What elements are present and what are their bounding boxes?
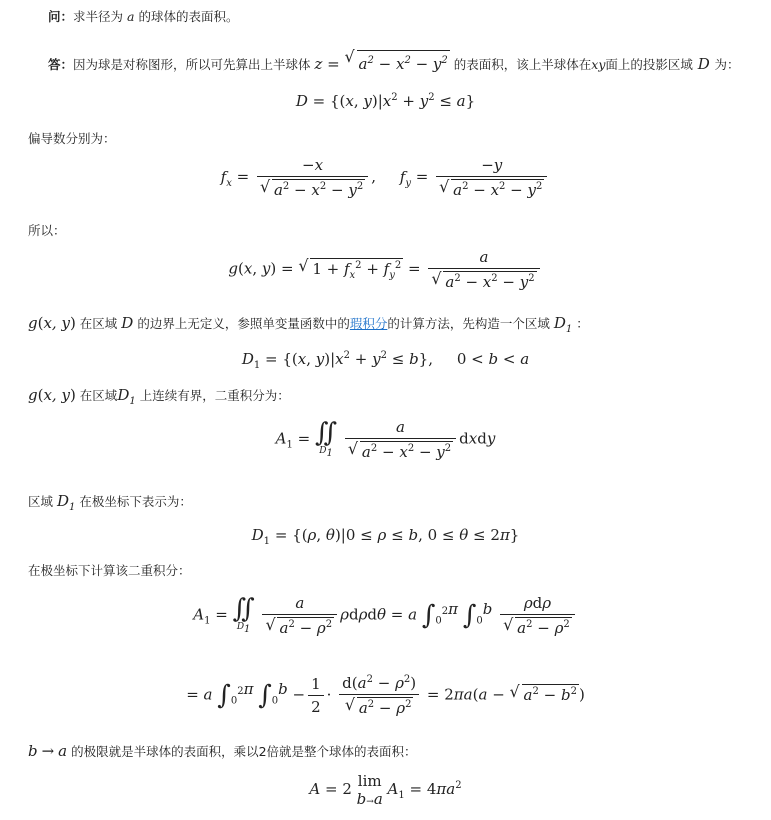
continuous-bounded-line: g(x, y) 在区域$D_1$ 上连续有界，二重积分为： <box>28 386 290 407</box>
so-caption: 所以： <box>28 223 66 238</box>
question-line <box>48 8 238 26</box>
partial-derivatives-caption: 偏导数分别为： <box>28 131 116 146</box>
equation-polar-integral-1: $A_1$ = ∬ $D_1$ a √ $a^2 - \rho^2$ ρdρdθ = a $\int_0^{2\pi}$ $\int_0^b$ ρdρ √ $a^2 - \rho^2$ <box>0 594 771 637</box>
equation-region-polar: $D_1 = \{(\rho$, θ)|0 ≤ ρ ≤ b, 0 ≤ θ ≤ 2π} <box>251 526 520 547</box>
equation-polar-integral-2: = a $\int_0^{2\pi}$ $\int_0^b$ − $\frac{1}{2}$ · $d(a^2 - \rho^2)$ √ $a^2 - \rho^2$ = 2πa(a − √ $a^2 - b^2$ ) <box>0 674 771 717</box>
question-text-post: 的球体的表面积。 <box>138 9 239 24</box>
improper-integral-link[interactable]: 瑕积分 <box>349 316 388 331</box>
undefined-boundary-line: g(x, y) 在区域 D 的边界上无定义，参照单变量函数中的瑕积分的计算方法，先构造一个区域 $D_1$ ： <box>28 314 589 335</box>
limit-caption: 的极限就是半球体的表面积，乘以2倍就是整个球体的表面积： <box>71 744 417 759</box>
answer-text-1: 因为球是对称图形，所以可先算出上半球体 <box>73 57 311 72</box>
answer-text-2: 的表面积，该上半球体在 <box>453 57 592 72</box>
region-label: 区域 <box>28 494 54 509</box>
region-polar-line: 区域 $D_1$ 在极坐标下表示为： <box>28 492 192 513</box>
xy-plane-var: xy <box>591 57 606 72</box>
equation-region-d: D = {(x, $y)|x^2 + y^2 \le a$} <box>295 92 476 110</box>
answer-text-3: 面上的投影区域 <box>605 57 693 72</box>
undef-post: 的计算方法，先构造一个区域 <box>387 316 550 331</box>
question-text-pre: 求半径为 <box>73 9 124 24</box>
hemisphere-equation: z = √ $a^2 - x^2 - y^2$ <box>315 55 450 73</box>
answer-text-4: 为： <box>714 57 740 72</box>
answer-label: 答： <box>48 57 74 72</box>
equation-g: g(x, y) = √ $1 + f_x^2 + f_y^2$ = a √ $a^2 - x^2 - y^2$ <box>0 248 771 291</box>
undef-pre: 在区域 <box>79 316 118 331</box>
equation-a1-integral: $A_1$ = ∬ $D_1$ a √ $a^2 - x^2 - y^2$ dxdy <box>0 418 771 461</box>
polar-calc-caption: 在极坐标下计算该二重积分： <box>28 563 191 578</box>
equation-partials: $f_x$ = −x √ $a^2 - x^2 - y^2$ , $f_y$ = −y √ $a^2 - x^2 - y^2$ <box>0 156 771 199</box>
region-post: 在极坐标下表示为： <box>79 494 192 509</box>
undef-mid: 的边界上无定义，参照单变量函数中的 <box>137 316 350 331</box>
question-var: a <box>127 9 135 24</box>
region-d-var: D <box>692 55 715 73</box>
equation-region-d1: $D_1 = \{(x$, $y)|x^2 + y^2 \le b$}, 0 < b < a <box>241 350 530 371</box>
cont-post: 上连续有界，二重积分为： <box>139 388 290 403</box>
limit-caption-line: b → a 的极限就是半球体的表面积，乘以2倍就是整个球体的表面积： <box>28 742 417 760</box>
question-label: 问： <box>48 9 74 24</box>
answer-line <box>48 50 740 74</box>
equation-final-area: A = 2 lim b→a $A_1 = 4\pi a^2$ <box>309 772 462 808</box>
cont-pre: 在区域 <box>79 388 118 403</box>
